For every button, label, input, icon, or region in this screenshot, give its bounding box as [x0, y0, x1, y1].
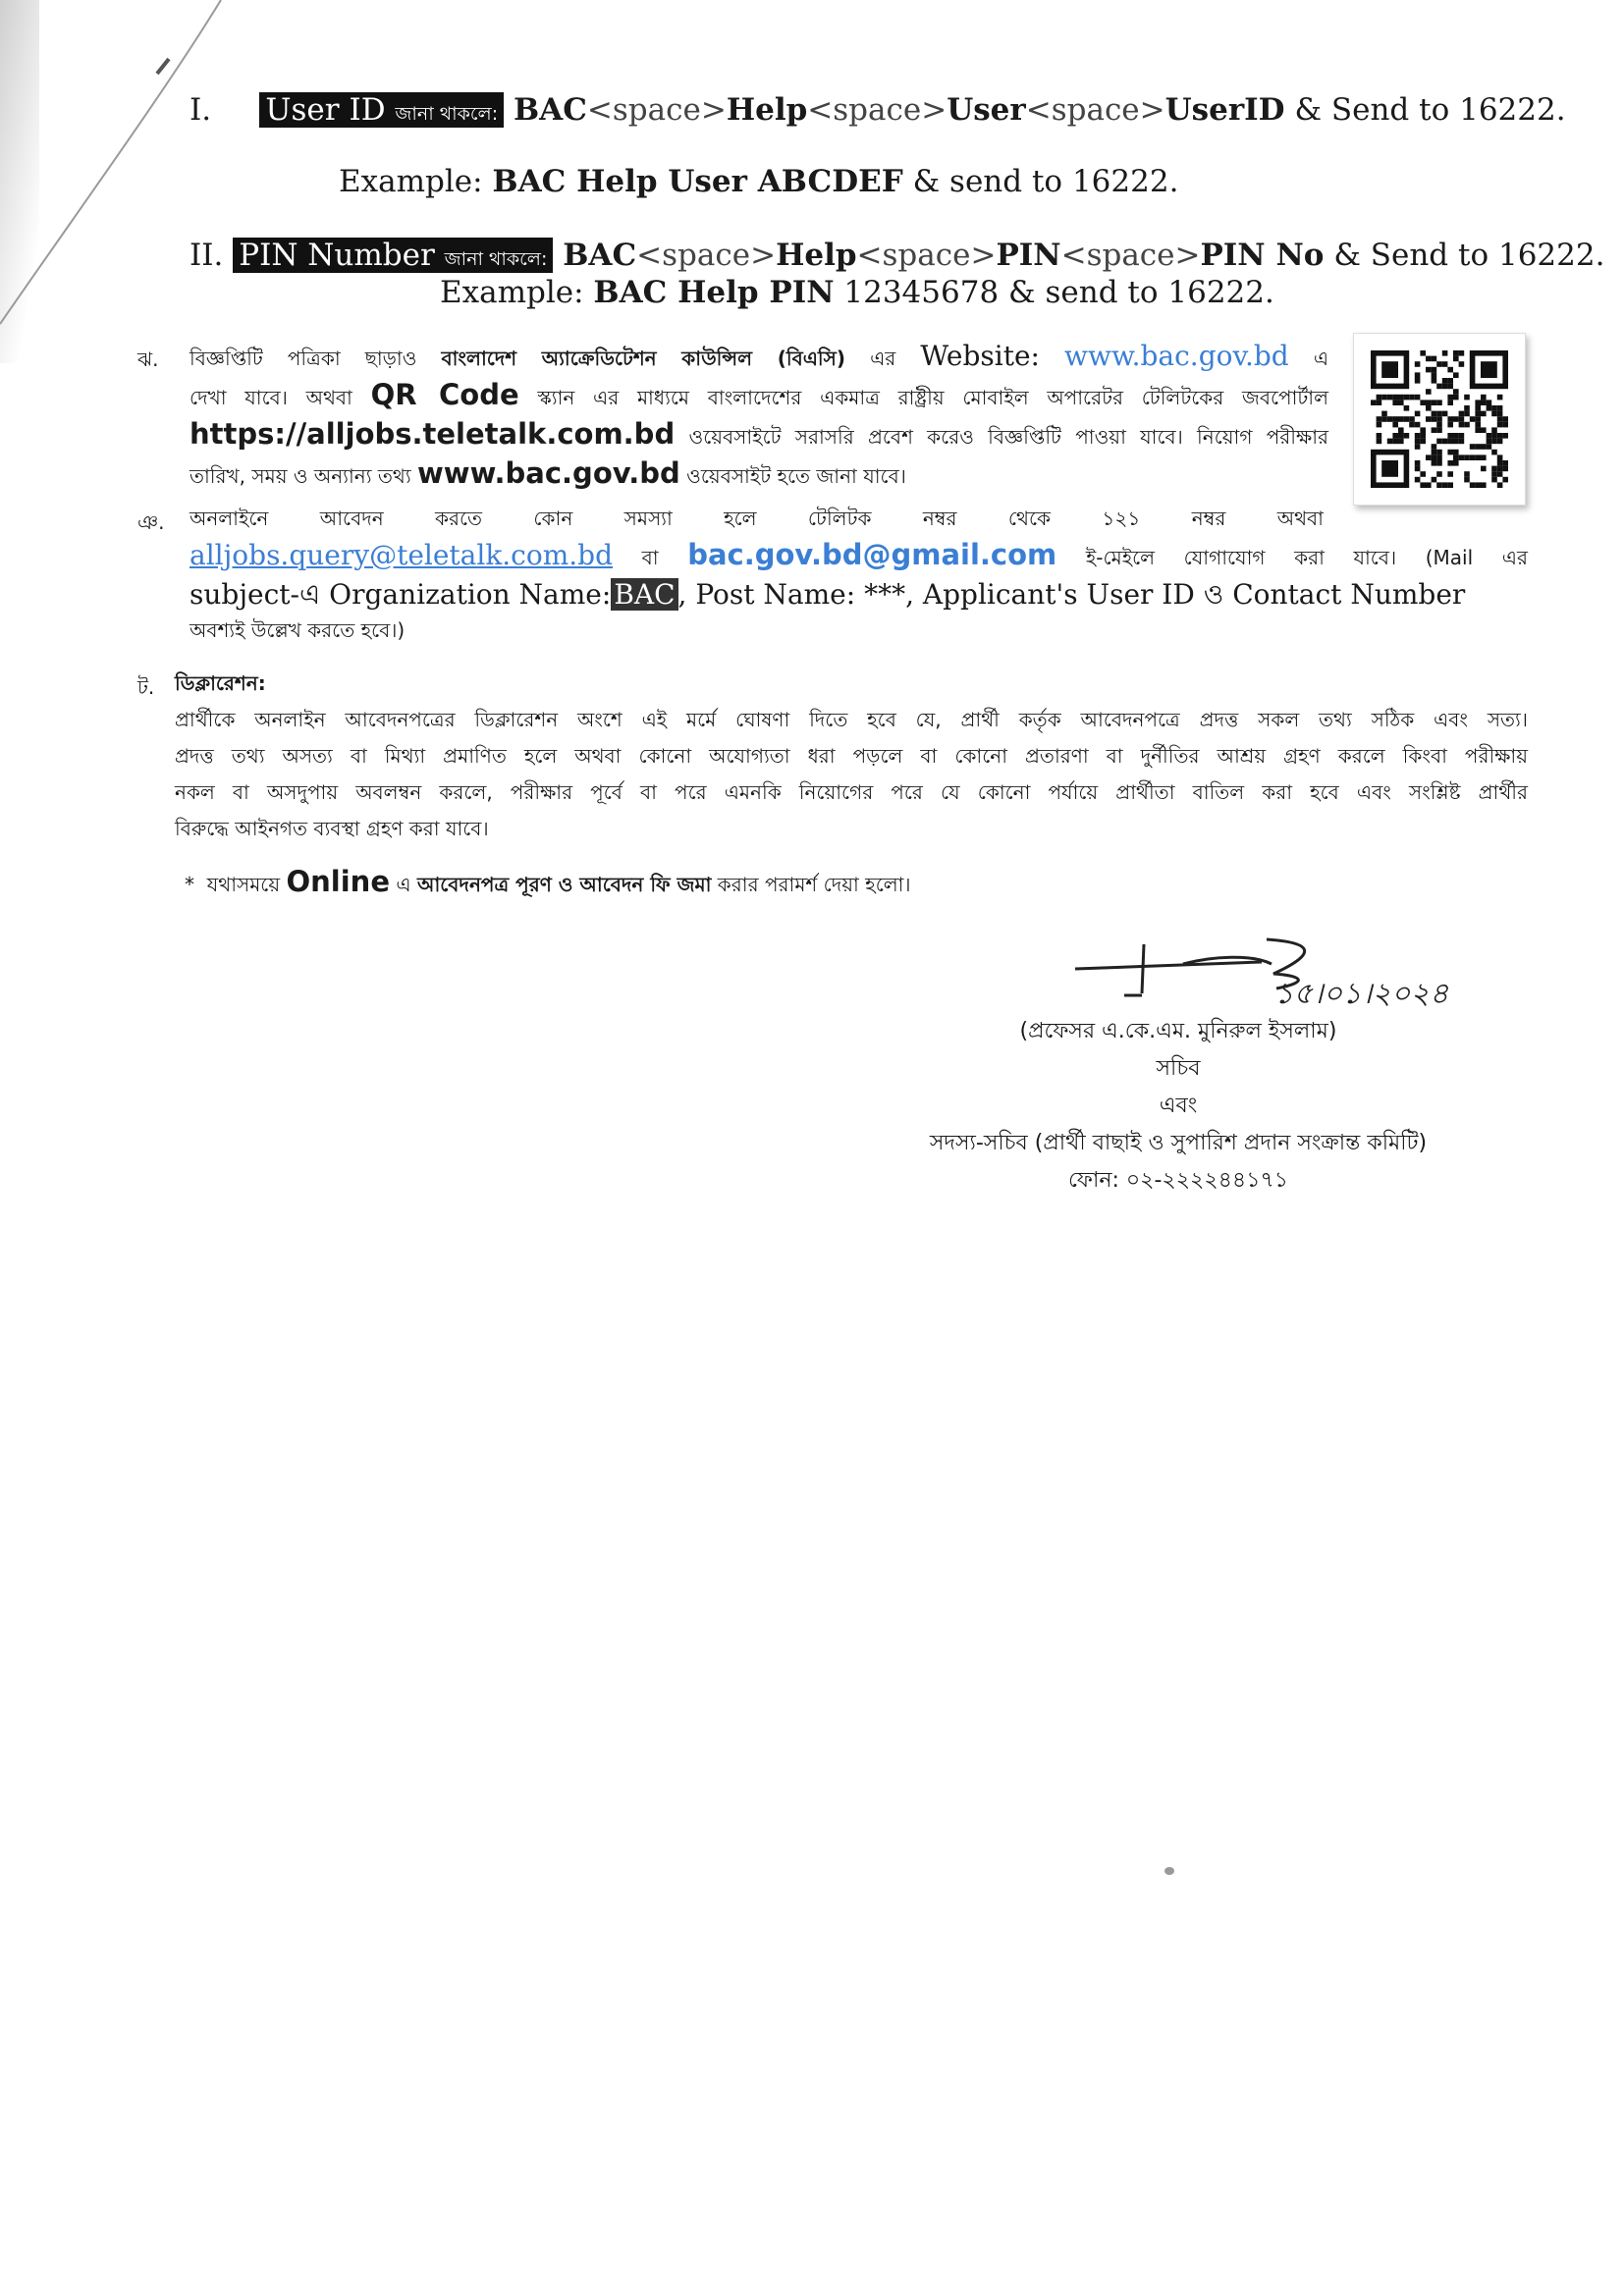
section-declaration: ডিক্লারেশন: প্রার্থীকে অনলাইন আবেদনপত্রের ডিক্লারেশন অংশে এই মর্মে ঘোষণা দিতে হবে যে, প্রার্থী কর্তৃক আবেদনপত্রে প্রদত্ত সকল তথ্য সঠিক এবং সত্য। প্রদত্ত তথ্য অসত্য বা মিথ্যা প্রমাণিত হলে অথবা কোনো অযোগ্যতা ধরা পড়লে বা কোনো প্রতারণা বা দুর্নীতির আশ্রয় গ্রহণ করলে কিংবা পরীক্ষায় নকল বা অসদুপায় অবলম্বন করলে, পরীক্ষার পূর্বে বা পরে এমনকি নিয়োগের পরে যে কোনো পর্যায়ে প্রার্থীতা বাতিল করা হবে এবং সংশ্লিষ্ট প্রার্থীর বিরুদ্ধে আইনগত ব্যবস্থা গ্রহণ করা যাবে। — [175, 666, 1528, 847]
alljobs-link[interactable]: https://alljobs.teletalk.com.bd — [189, 417, 676, 451]
section-marker-jha: ঝ. — [137, 347, 159, 371]
space-token: <space> — [1060, 238, 1201, 273]
website-link[interactable]: www.bac.gov.bd — [416, 456, 680, 490]
cmd-pin-no: PIN No — [1200, 238, 1325, 273]
query-email-link[interactable]: alljobs.query@teletalk.com.bd — [189, 539, 614, 571]
numeral: II. — [189, 238, 224, 273]
gmail-link[interactable]: bac.gov.bd@gmail.com — [687, 538, 1057, 571]
send-to-text: & Send to 16222. — [1333, 238, 1605, 273]
signatory-role: সদস্য-সচিব (প্রার্থী বাছাই ও সুপারিশ প্রদান সংক্রান্ত কমিটি) — [929, 1131, 1428, 1155]
cmd-pin: PIN — [996, 238, 1061, 273]
cmd-help: Help — [726, 92, 808, 128]
section-website-info: বিজ্ঞপ্তিটি পত্রিকা ছাড়াও বাংলাদেশ অ্যাক্রেডিটেশন কাউন্সিল (বিএসি) এর Website: www.bac.gov.bd এ দেখা যাবে। অথবা QR Code স্ক্যান এর মাধ্যমে বাংলাদেশের একমাত্র রাষ্ট্রীয় মোবাইল অপারেটর টেলিটকের জবপোর্টাল https://alljobs.teletalk.com.bd ওয়েবসাইটে সরাসরি প্রবেশ করেও বিজ্ঞপ্তিটি পাওয়া যাবে। নিয়োগ পরীক্ষার তারিখ, সময় ও অন্যান্য তথ্য www.bac.gov.bd ওয়েবসাইট হতে জানা যাবে। — [189, 340, 1329, 490]
page-fold-line — [0, 0, 255, 373]
space-token: <space> — [586, 92, 727, 128]
council-name: বাংলাদেশ অ্যাক্রেডিটেশন কাউন্সিল (বিএসি) — [441, 347, 845, 370]
example-command: BAC Help PIN — [593, 275, 835, 310]
example-user-id — [339, 164, 1178, 199]
instruction-user-id — [189, 92, 1566, 132]
highlight-label: User ID জানা থাকলে: — [259, 92, 504, 128]
qr-code-icon — [1354, 334, 1525, 505]
example-pin-number: 12345678 — [843, 275, 1000, 310]
example-label: Example: — [339, 164, 483, 199]
space-token: <space> — [807, 92, 947, 128]
signatory-and: এবং — [1159, 1094, 1198, 1118]
declaration-title: ডিক্লারেশন: — [175, 671, 266, 695]
signatory-block — [923, 1013, 1434, 1125]
online-note: * যথাসময়ে Online এ আবেদনপত্র পূরণ ও আবেদন ফি জমা করার পরামর্শ দেয়া হলো। — [185, 865, 911, 898]
section-marker-ta: ট. — [137, 675, 155, 699]
signatory-title: সচিব — [1156, 1056, 1201, 1081]
numeral: I. — [189, 92, 212, 128]
cmd-bac: BAC — [513, 92, 587, 128]
org-name-highlight: BAC — [611, 578, 677, 611]
send-to-text: & send to 16222. — [912, 164, 1179, 199]
space-token: <space> — [856, 238, 997, 273]
space-token: <space> — [1025, 92, 1165, 128]
space-token: <space> — [636, 238, 777, 273]
send-to-text: & send to 16222. — [1008, 275, 1274, 310]
highlight-label: PIN Number জানা থাকলে: — [233, 238, 553, 273]
section-marker-nya: ঞ. — [137, 510, 165, 534]
signature-date: ১৫।০১।২০২৪ — [1274, 977, 1449, 1011]
example-pin — [440, 275, 1274, 310]
cmd-help: Help — [776, 238, 857, 273]
qr-code-label: QR Code — [370, 378, 519, 411]
online-word: Online — [286, 865, 390, 898]
cmd-user: User — [947, 92, 1026, 128]
example-command: BAC Help User ABCDEF — [492, 164, 903, 199]
cmd-bac: BAC — [563, 238, 637, 273]
scan-speck — [1164, 1867, 1174, 1875]
signatory-name: (প্রফেসর এ.কে.এম. মুনিরুল ইসলাম) — [1019, 1019, 1337, 1043]
qr-code — [1353, 333, 1526, 506]
website-link[interactable]: www.bac.gov.bd — [1064, 340, 1289, 372]
section-contact-info: অনলাইনে আবেদন করতে কোন সমস্যা হলে টেলিটক নম্বর থেকে ১২১ নম্বর অথবা alljobs.query@teletalk.com.bd বা bac.gov.bd@gmail.com ই-মেইলে যোগাযোগ করা যাবে। (Mail এর subject-এ Organization Name: BAC , Post Name: ***, Applicant's User ID ও Contact Number অবশ্যই উল্লেখ করতে হবে।) — [189, 507, 1528, 642]
example-label: Example: — [440, 275, 584, 310]
instruction-pin — [189, 238, 1604, 277]
signatory-phone: ফোন: ০২-২২২২৪৪১৭১ — [1067, 1168, 1289, 1193]
cmd-userid: UserID — [1164, 92, 1285, 128]
send-to-text: & Send to 16222. — [1294, 92, 1566, 128]
signatory-role-block — [864, 1125, 1492, 1200]
